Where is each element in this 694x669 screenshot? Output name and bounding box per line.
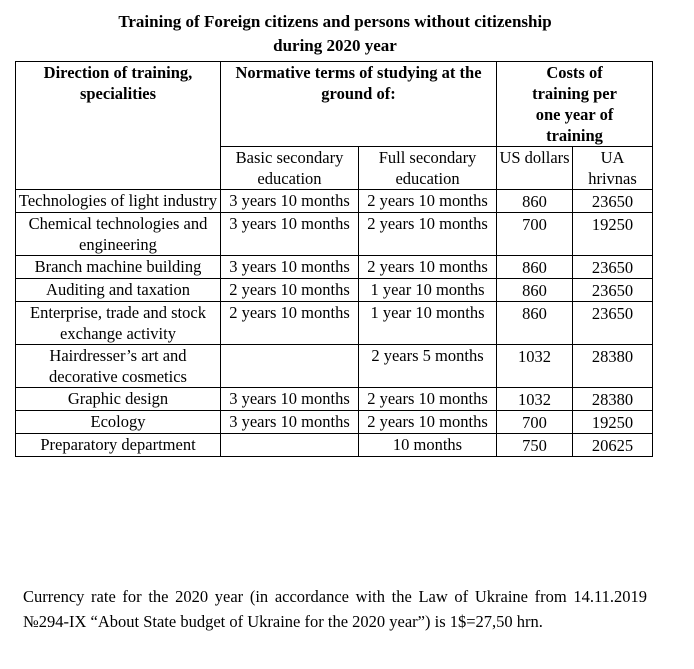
cell-uah-cost: 19250 [573,213,653,256]
cell-basic-term: 3 years 10 months [221,411,359,434]
cell-direction: Enterprise, trade and stock exchange activity [16,302,221,345]
table-row [16,434,653,457]
cell-basic-term [221,434,359,457]
table-row [16,190,653,213]
cell-uah-cost: 23650 [573,190,653,213]
currency-note: Currency rate for the 2020 year (in accordance with the Law of Ukraine from 14.11.2019 №294-IX “About State budget of Ukraine for the 2020 year”) is 1$=27,50 hrn. [23,587,647,631]
cell-direction: Auditing and taxation [16,279,221,302]
cell-basic-term: 2 years 10 months [221,279,359,302]
cell-usd-cost: 1032 [497,388,573,411]
cell-basic-term: 3 years 10 months [221,388,359,411]
cell-uah-cost: 23650 [573,302,653,345]
cell-basic-term: 3 years 10 months [221,190,359,213]
cell-direction: Technologies of light industry [16,190,221,213]
cell-uah-cost: 23650 [573,279,653,302]
cell-uah-cost: 19250 [573,411,653,434]
header-costs [497,62,653,147]
cell-uah-cost: 28380 [573,345,653,388]
header-normative-terms: Normative terms of studying at the ground of: [221,62,497,147]
cell-direction: Preparatory department [16,434,221,457]
cell-usd-cost: 700 [497,213,573,256]
document-title [0,10,670,58]
cell-direction: Graphic design [16,388,221,411]
cell-full-term: 1 year 10 months [359,302,497,345]
cell-uah-cost: 20625 [573,434,653,457]
training-costs-table [15,61,653,457]
cell-basic-term: 2 years 10 months [221,302,359,345]
cell-full-term: 2 years 10 months [359,256,497,279]
cell-basic-term [221,345,359,388]
cell-full-term: 10 months [359,434,497,457]
header-full-secondary: Full secondary education [359,147,497,190]
cell-usd-cost: 860 [497,256,573,279]
title-line-1: Training of Foreign citizens and persons without citizenship [118,12,552,31]
header-us-dollars: US dollars [497,147,573,190]
cell-full-term: 2 years 10 months [359,388,497,411]
table-row [16,411,653,434]
cell-usd-cost: 860 [497,279,573,302]
header-direction: Direction of training, specialities [16,62,221,190]
cell-full-term: 1 year 10 months [359,279,497,302]
cell-basic-term: 3 years 10 months [221,256,359,279]
cell-usd-cost: 750 [497,434,573,457]
table-row [16,279,653,302]
cell-usd-cost: 700 [497,411,573,434]
cell-direction: Branch machine building [16,256,221,279]
cell-basic-term: 3 years 10 months [221,213,359,256]
table-row [16,388,653,411]
cell-uah-cost: 28380 [573,388,653,411]
table-row [16,345,653,388]
cell-usd-cost: 1032 [497,345,573,388]
header-ua-hrivnas: UA hrivnas [573,147,653,190]
cell-direction: Ecology [16,411,221,434]
cell-full-term: 2 years 10 months [359,411,497,434]
cell-direction: Chemical technologies and engineering [16,213,221,256]
header-costs-text: Costs of training per one year of training [532,63,617,145]
cell-full-term: 2 years 10 months [359,190,497,213]
table-row [16,213,653,256]
cell-full-term: 2 years 10 months [359,213,497,256]
title-line-2: during 2020 year [273,36,397,55]
cell-full-term: 2 years 5 months [359,345,497,388]
table-body [16,190,653,457]
cell-uah-cost: 23650 [573,256,653,279]
cell-usd-cost: 860 [497,190,573,213]
cell-usd-cost: 860 [497,302,573,345]
table-row [16,302,653,345]
table-row [16,256,653,279]
header-basic-secondary: Basic secondary education [221,147,359,190]
cell-direction: Hairdresser’s art and decorative cosmetics [16,345,221,388]
